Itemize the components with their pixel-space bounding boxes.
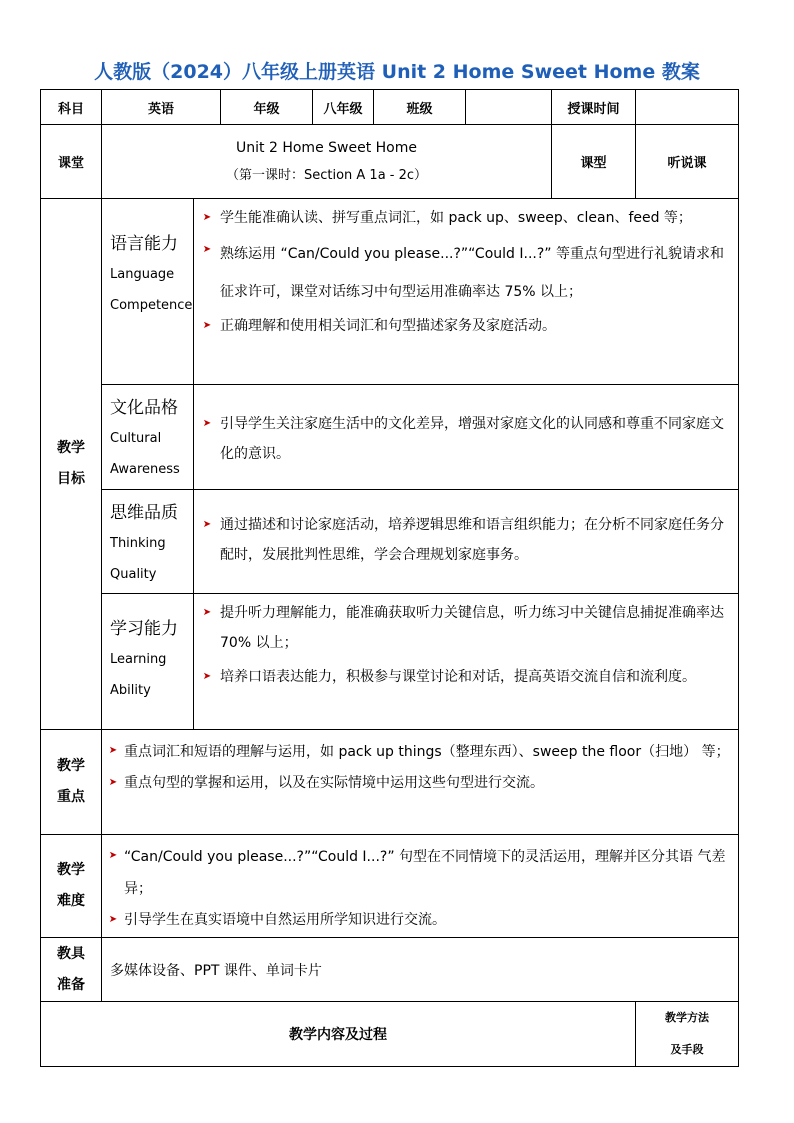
category-culture-cn: 文化品格 [110,398,178,418]
category-language [102,199,194,385]
objective-items-language [194,199,739,385]
objective-row-thinking [41,490,739,594]
time-label: 授课时间 [552,90,636,125]
key-points-label-line1: 教学 [57,758,85,774]
methods-label [636,1002,739,1067]
process-label: 教学内容及过程 [41,1002,636,1067]
arrow-bullet-icon: ➤ [108,850,118,861]
objective-row-culture [41,385,739,490]
category-culture-en1: Cultural [110,431,162,446]
arrow-bullet-icon: ➤ [108,777,118,788]
category-learning-en2: Ability [110,683,151,698]
category-language-en2: Competence [110,298,193,313]
lesson-type-value: 听说课 [636,125,739,199]
difficulties-row [41,835,739,938]
list-item: ➤ 引导学生在真实语境中自然运用所学知识进行交流。 [102,905,738,935]
methods-label-line1: 教学方法 [665,1011,710,1024]
document-title: 人教版（2024）八年级上册英语 Unit 2 Home Sweet Home 教案 [94,61,700,83]
difficulties-label-line1: 教学 [57,862,85,878]
list-item: ➤ 提升听力理解能力，能准确获取听力关键信息，听力练习中关键信息捕捉准确率达 70% 以上； [194,598,738,658]
arrow-bullet-icon: ➤ [202,418,212,429]
materials-label [41,938,102,1002]
arrow-bullet-icon: ➤ [202,244,212,255]
objective-row-language [41,199,739,385]
difficulties-label-line2: 难度 [57,893,85,909]
category-language-en1: Language [110,267,175,282]
category-learning-en1: Learning [110,652,167,667]
difficulties-label [41,835,102,938]
key-points-label [41,730,102,835]
arrow-bullet-icon: ➤ [108,914,118,925]
list-item: ➤ 通过描述和讨论家庭活动，培养逻辑思维和语言组织能力；在分析不同家庭任务分配时，发展批判性思维，学会合理规划家庭事务。 [194,510,738,570]
lesson-plan-table [40,89,739,1067]
list-item: ➤ 培养口语表达能力，积极参与课堂讨论和对话，提高英语交流自信和流利度。 [194,662,738,692]
methods-label-line2: 及手段 [670,1043,704,1056]
materials-label-line1: 教具 [57,945,85,962]
objective-items-learning [194,594,739,730]
arrow-bullet-icon: ➤ [202,519,212,530]
difficulties-items [102,835,739,938]
arrow-bullet-icon: ➤ [202,320,212,331]
list-item: ➤ 重点词汇和短语的理解与运用，如 pack up things（整理东西）、sweep the floor（扫地） 等； [102,736,738,768]
class-value [466,90,552,125]
arrow-bullet-icon: ➤ [202,607,212,618]
category-thinking-en1: Thinking [110,536,166,551]
category-culture-en2: Awareness [110,462,180,477]
section-subtitle: （第一课时：Section A 1a - 2c） [225,167,428,183]
process-header-row [41,1002,739,1067]
lesson-label: 课堂 [41,125,102,199]
list-item: ➤ 学生能准确认读、拼写重点词汇，如 pack up、sweep、clean、feed 等； [194,203,738,233]
list-item: ➤ 正确理解和使用相关词汇和句型描述家务及家庭活动。 [194,311,738,341]
key-points-items [102,730,739,835]
key-points-label-line2: 重点 [57,789,85,805]
objectives-label-line2: 目标 [57,471,85,487]
arrow-bullet-icon: ➤ [108,745,118,756]
category-culture [102,385,194,490]
category-learning [102,594,194,730]
header-row [41,90,739,125]
materials-label-line2: 准备 [57,976,85,993]
list-item: ➤ 引导学生关注家庭生活中的文化差异，增强对家庭文化的认同感和尊重不同家庭文化的意识。 [194,409,738,469]
arrow-bullet-icon: ➤ [202,671,212,682]
unit-title: Unit 2 Home Sweet Home [236,139,417,156]
time-value [636,90,739,125]
key-points-row [41,730,739,835]
objective-items-thinking [194,490,739,594]
lesson-row [41,125,739,199]
grade-label: 年级 [221,90,313,125]
category-language-cn: 语言能力 [110,234,178,254]
grade-value: 八年级 [313,90,374,125]
category-thinking-en2: Quality [110,567,157,582]
arrow-bullet-icon: ➤ [202,212,212,223]
list-item: ➤ “Can/Could you please...?”“Could I...?” 句型在不同情境下的灵活运用，理解并区分其语 气差异； [102,841,738,905]
lesson-type-label: 课型 [552,125,636,199]
list-item: ➤ 重点句型的掌握和运用，以及在实际情境中运用这些句型进行交流。 [102,768,738,798]
category-thinking [102,490,194,594]
materials-value: 多媒体设备、PPT 课件、单词卡片 [102,938,739,1002]
objectives-label [41,199,102,730]
objective-row-learning [41,594,739,730]
category-learning-cn: 学习能力 [110,619,178,639]
subject-value: 英语 [102,90,221,125]
category-thinking-cn: 思维品质 [110,503,178,523]
subject-label: 科目 [41,90,102,125]
lesson-title-cell [102,125,552,199]
objectives-label-line1: 教学 [57,440,85,456]
materials-row [41,938,739,1002]
objective-items-culture [194,385,739,490]
class-label: 班级 [374,90,466,125]
list-item: ➤ 熟练运用 “Can/Could you please...?”“Could I...?” 等重点句型进行礼貌请求和征求许可，课堂对话练习中句型运用准确率达 75% 以上； [194,235,738,311]
